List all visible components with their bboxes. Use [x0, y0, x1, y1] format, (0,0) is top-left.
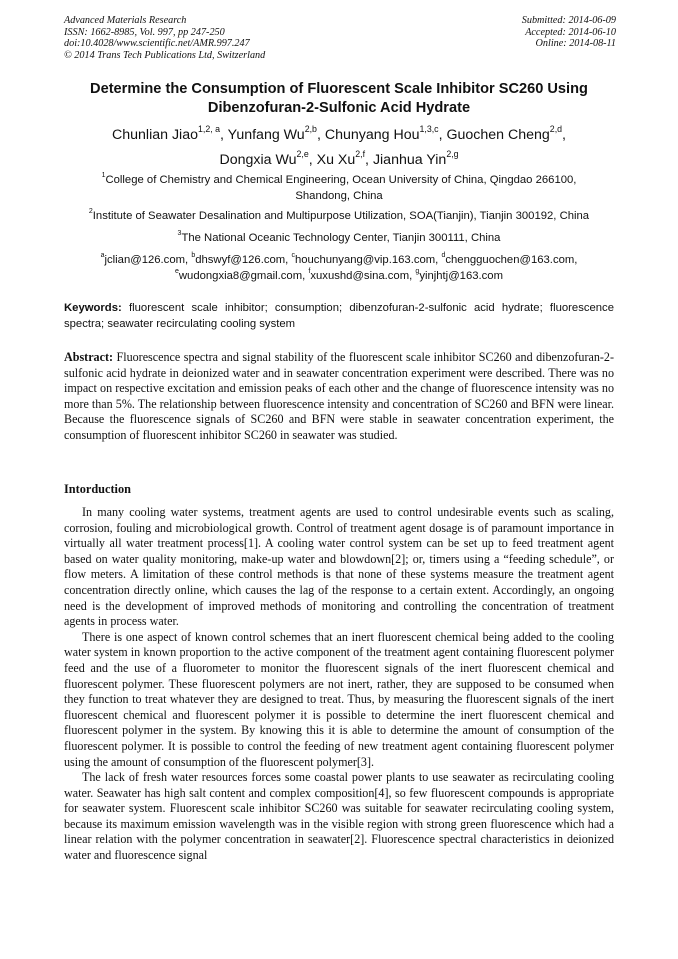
paper-title: [40, 80, 638, 118]
affiliation-mark: 3: [177, 229, 182, 237]
keywords-text: fluorescent scale inhibitor; consumption; dibenzofuran-2-sulfonic acid hydrate; fluorescence spectra; seawater recirculating cooling system: [64, 302, 614, 330]
abstract-text: Fluorescence spectra and signal stability of the fluorescent scale inhibitor SC260 and dibenzofuran-2-sulfonic acid hydrate in deionized water and in seawater concentration experiment were described. There was no impact on respective excitation and emission peaks of each other and the change of fluorescence intensity was no more than 5%. The relationship between fluorescence intensity and concentration of SC260 and BFN were linear. Because the fluorescence signals of SC260 and BFN were stable in seawater concentration experiment, the consumption of fluorescent inhibitor SC260 in seawater was studied.: [64, 350, 614, 442]
author-affiliation-mark: 1,2, a: [198, 123, 221, 134]
keywords-label: Keywords:: [64, 302, 122, 314]
paragraph: In many cooling water systems, treatment agents are used to control undesirable events such as scaling, corrosion, fouling and microbiological growth. Control of treatment agent dosage is of paramount importance in virtually all water treatment process[1]. A cooling water control system can be set up to feed treatment agent based on water quality monitoring, make-up water and blowdown[2]; or, timers using a “feeding schedule”, or flow meters. A limitation of these control methods is that none of these systems measure the treatment agent concentration directly online, which causes the lag of the response to a certain extent. Accordingly, an ongoing need is the development of improved methods of monitoring and controlling the concentration of treatment agents in process water.: [64, 505, 614, 629]
author-affiliation-mark: 2,d: [549, 123, 563, 134]
author-list: [40, 123, 638, 173]
author-line-2: [40, 148, 638, 173]
accepted-date: Accepted: 2014-06-10: [525, 26, 616, 38]
title-line-2: Dibenzofuran-2-Sulfonic Acid Hydrate: [207, 100, 471, 116]
author-name: Chunyang Hou: [324, 127, 420, 143]
author-affiliation-mark: 2,e: [296, 148, 309, 159]
author-name: Xu Xu: [316, 152, 356, 168]
email-line-1: $^a$jclian@126.com, $^b$dhswyf@126.com, $^c$houchunyang@vip.163.com, $^d$chengguochen@163.com,: [100, 251, 578, 266]
affiliation-2: [40, 208, 638, 224]
author-separator: ,: [220, 127, 228, 143]
affiliation-mark: 1: [101, 171, 106, 179]
author-name: Yunfang Wu: [227, 127, 305, 143]
email-link[interactable]: xuxushd@sina.com,: [310, 270, 416, 282]
email-link[interactable]: yinjhtj@163.com: [419, 270, 503, 282]
author-name: Guochen Cheng: [446, 127, 550, 143]
affiliation-text: Institute of Seawater Desalination and Multipurpose Utilization, SOA(Tianjin), Tianjin 300192, China: [92, 210, 590, 222]
abstract: [64, 350, 614, 444]
affiliation-3: [40, 230, 638, 246]
email-link[interactable]: houchunyang@vip.163.com,: [294, 254, 442, 266]
email-link[interactable]: jclian@126.com,: [104, 254, 192, 266]
introduction-body: [64, 505, 614, 864]
author-name: Dongxia Wu: [219, 152, 297, 168]
author-separator: ,: [316, 127, 325, 143]
journal-info: [64, 15, 265, 61]
author-emails: [40, 252, 638, 284]
author-affiliation-mark: 2,g: [446, 148, 459, 159]
keywords: [64, 300, 614, 332]
author-affiliation-mark: 1,3,c: [419, 123, 439, 134]
author-affiliation-mark: 2,f: [355, 148, 366, 159]
author-separator: ,: [562, 127, 566, 143]
journal-issn: ISSN: 1662-8985, Vol. 997, pp 247-250: [64, 26, 225, 38]
submitted-date: Submitted: 2014-06-09: [521, 15, 616, 26]
affiliation-text-cont: Shandong, China: [295, 190, 383, 202]
affiliation-1: [40, 172, 638, 204]
affiliation-text: The National Oceanic Technology Center, Tianjin 300111, China: [181, 232, 501, 244]
title-line-1: Determine the Consumption of Fluorescent Scale Inhibitor SC260 Using: [90, 81, 588, 97]
email-link[interactable]: wudongxia8@gmail.com,: [178, 270, 309, 282]
affiliation-text: College of Chemistry and Chemical Engineering, Ocean University of China, Qingdao 266100,: [105, 174, 577, 186]
journal-copyright: © 2014 Trans Tech Publications Ltd, Switzerland: [64, 49, 266, 61]
email-line-2: $^e$wudongxia8@gmail.com, $^f$xuxushd@sina.com, $^g$yinjhtj@163.com: [174, 267, 503, 282]
paragraph: The lack of fresh water resources forces some coastal power plants to use seawater as recirculating cooling water. Seawater has high salt content and complex composition[4], so few fluorescent compounds is appropriate for seawater system. Fluorescent scale inhibitor SC260 was suitable for seawater recirculating cooling system, because its maximum emission wavelength was in the visible region with strong green fluorescence which had a linear relation with the polymer concentration in seawater[2]. Fluorescence spectral characteristics in deionized water and fluorescence signal: [64, 770, 614, 863]
email-link[interactable]: chengguochen@163.com,: [445, 254, 578, 266]
journal-doi: doi:10.4028/www.scientific.net/AMR.997.247: [64, 38, 250, 50]
online-date: Online: 2014-08-11: [535, 38, 616, 50]
author-separator: ,: [438, 127, 447, 143]
author-separator: ,: [365, 152, 373, 168]
author-separator: ,: [308, 152, 317, 168]
abstract-label: Abstract:: [64, 350, 114, 364]
journal-name: Advanced Materials Research: [64, 15, 187, 26]
author-name: Jianhua Yin: [372, 152, 447, 168]
author-name: Chunlian Jiao: [112, 127, 198, 143]
publication-dates: [522, 15, 616, 50]
author-affiliation-mark: 2,b: [304, 123, 317, 134]
author-line-1: [40, 123, 638, 148]
paragraph: There is one aspect of known control schemes that an inert fluorescent chemical being added to the cooling water system in known proportion to the active component of the treatment agent containing fluorescent polymer feed and the use of a fluorometer to monitor the fluorescent signals of the inert fluorescent chemical and fluorescent polymer. These fluorescent polymers are not inert, rather, they are supposed to be consumed when they function to treat whatever they are designed to treat. Thus, by measuring the fluorescent signals of the inert fluorescent chemical and fluorescent polymer it is possible to determine the inert fluorescent chemical and fluorescent polymer in the system. By knowing this it is able to determine the amount of consumption of the fluorescent polymer. It is possible to control the feeding of new treatment agent containing fluorescent polymer using the amount of consumption of the fluorescent polymer[3].: [64, 629, 614, 769]
section-heading-introduction: Intorduction: [64, 482, 131, 496]
email-link[interactable]: dhswyf@126.com,: [195, 254, 292, 266]
affiliation-mark: 2: [88, 207, 93, 215]
